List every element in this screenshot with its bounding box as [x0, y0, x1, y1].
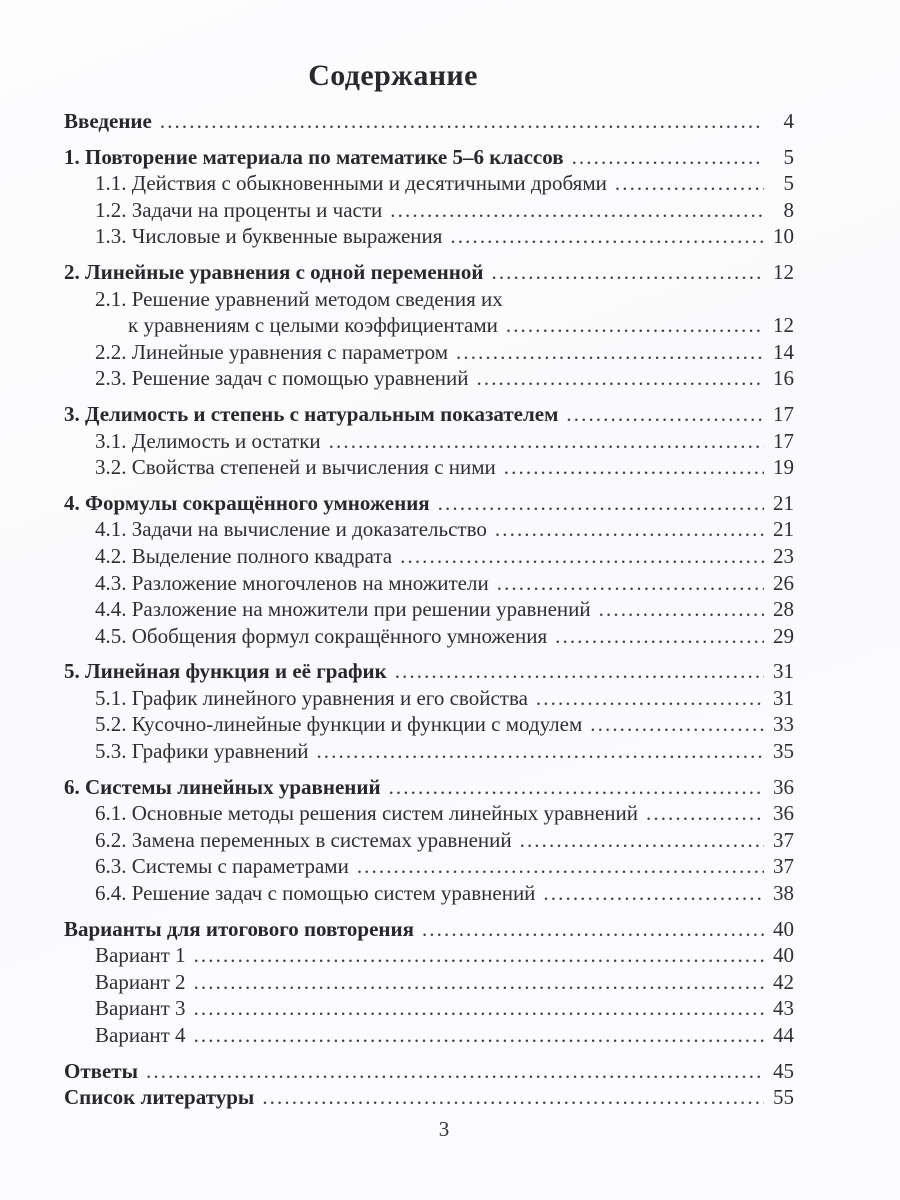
toc-entry-page: 36 [773, 801, 794, 826]
toc-entry [64, 428, 794, 455]
toc-dot-leader [491, 259, 764, 286]
toc-entry [64, 596, 794, 623]
toc-dot-leader [422, 916, 764, 943]
toc-entry-label: 2.3. Решение задач с помощью уравнений [95, 366, 469, 391]
toc-dot-leader [357, 853, 764, 880]
toc-entry-label: Вариант 3 [95, 996, 186, 1021]
toc-entry [64, 543, 794, 570]
toc-dot-leader [572, 144, 764, 171]
toc-dot-leader [329, 428, 764, 455]
toc-entry [64, 108, 794, 135]
toc-entry [64, 339, 794, 366]
toc-entry [64, 516, 794, 543]
toc-entry [64, 286, 794, 313]
toc-entry-page: 42 [773, 969, 794, 994]
toc-entry-page: 5 [783, 171, 794, 196]
toc-entry [64, 312, 794, 339]
toc-entry-label: 3.2. Свойства степеней и вычисления с ними [95, 455, 496, 480]
toc-entry [64, 880, 794, 907]
toc-entry-page: 37 [773, 854, 794, 879]
toc-entry-page: 17 [773, 428, 794, 453]
toc-entry [64, 916, 794, 943]
toc-entry-page: 12 [773, 313, 794, 338]
toc-entry-label: Варианты для итогового повторения [64, 916, 414, 941]
toc-entry-label: 2. Линейные уравнения с одной переменной [64, 259, 484, 284]
toc-entry-label: 4.2. Выделение полного квадрата [95, 543, 393, 568]
toc-entry [64, 711, 794, 738]
toc-entry-label: 6.1. Основные методы решения систем линейных уравнений [95, 801, 638, 826]
toc-entry-page: 31 [773, 685, 794, 710]
toc-entry [64, 1084, 794, 1111]
toc-dot-leader [504, 454, 764, 481]
toc-entry [64, 570, 794, 597]
toc-entry [64, 995, 794, 1022]
toc-dot-leader [400, 543, 764, 570]
toc-entry [64, 401, 794, 428]
toc-dot-leader [389, 774, 764, 801]
toc-dot-leader [194, 942, 764, 969]
toc-entry-page: 55 [773, 1085, 794, 1110]
toc-dot-leader [497, 570, 764, 597]
toc-entry-label: 1. Повторение материала по математике 5–6 классов [64, 144, 564, 169]
toc-entry-page: 44 [773, 1023, 794, 1047]
toc-entry-label: 4.5. Обобщения формул сокращённого умножения [95, 623, 548, 648]
toc-dot-leader [506, 312, 764, 339]
toc-entry [64, 738, 794, 765]
toc-entry-page: 8 [783, 197, 794, 222]
toc-entry-page: 10 [773, 224, 794, 249]
toc-entry-label: 6.4. Решение задач с помощью систем уравнений [95, 881, 536, 906]
toc-dot-leader [194, 1022, 764, 1049]
toc-entry-page: 31 [773, 659, 794, 684]
toc-entry-page: 28 [773, 597, 794, 622]
toc-entry-label: 2.2. Линейные уравнения с параметром [95, 339, 449, 364]
toc-entry-label: 5.3. Графики уравнений [95, 739, 309, 764]
toc-dot-leader [646, 800, 764, 827]
toc-entry-label: 4.3. Разложение многочленов на множители [95, 570, 489, 595]
toc-entry-label: 3. Делимость и степень с натуральным показателем [64, 401, 559, 426]
toc-entry-page: 19 [773, 455, 794, 480]
toc-entry-page: 12 [773, 259, 794, 284]
toc-list [64, 108, 794, 1111]
toc-entry-label: 5.2. Кусочно-линейные функции и функции с модулем [95, 712, 583, 737]
toc-entry [64, 197, 794, 224]
toc-entry-label: 2.1. Решение уравнений методом сведения их [95, 286, 503, 311]
toc-entry-label: Список литературы [64, 1085, 255, 1110]
toc-entry-page: 40 [773, 916, 794, 941]
toc-entry-label: 3.1. Делимость и остатки [95, 428, 321, 453]
toc-dot-leader [262, 1084, 764, 1111]
toc-entry-label: Вариант 2 [95, 969, 186, 994]
toc-entry-label: 4.4. Разложение на множители при решении уравнений [95, 597, 591, 622]
toc-entry-page: 37 [773, 827, 794, 852]
toc-entry [64, 144, 794, 171]
toc-entry-page: 16 [773, 366, 794, 391]
toc-dot-leader [194, 995, 764, 1022]
toc-dot-leader [146, 1058, 764, 1085]
toc-entry-page: 45 [773, 1058, 794, 1083]
toc-entry-page: 17 [773, 401, 794, 426]
toc-entry [64, 223, 794, 250]
toc-entry [64, 853, 794, 880]
toc-dot-leader [536, 685, 764, 712]
toc-dot-leader [456, 339, 764, 366]
toc-entry-label: 6. Системы линейных уравнений [64, 774, 381, 799]
toc-entry-label: 5.1. График линейного уравнения и его свойства [95, 685, 528, 710]
toc-dot-leader [495, 516, 764, 543]
toc-dot-leader [316, 738, 764, 765]
toc-entry [64, 170, 794, 197]
toc-entry-label: 6.3. Системы с параметрами [95, 854, 349, 879]
toc-dot-leader [555, 623, 764, 650]
toc-dot-leader [590, 711, 764, 738]
toc-dot-leader [438, 490, 764, 517]
toc-entry-page: 21 [773, 517, 794, 542]
toc-entry-page: 40 [773, 943, 794, 968]
toc-entry [64, 454, 794, 481]
toc-entry-page: 14 [773, 339, 794, 364]
toc-entry-page: 23 [773, 543, 794, 568]
toc-entry-page: 36 [773, 774, 794, 799]
toc-entry-label: 5. Линейная функция и её график [64, 659, 387, 684]
toc-dot-leader [160, 108, 764, 135]
toc-entry-page: 4 [783, 109, 794, 133]
toc-entry [64, 1022, 794, 1049]
toc-dot-leader [477, 365, 765, 392]
toc-entry-label: Вариант 4 [95, 1023, 186, 1047]
toc-dot-leader [395, 658, 764, 685]
toc-entry-label: 1.2. Задачи на проценты и части [95, 197, 383, 222]
toc-entry-label: 1.1. Действия с обыкновенными и десятичными дробями [95, 171, 607, 196]
toc-dot-leader [520, 827, 764, 854]
page-number: 3 [438, 1117, 450, 1141]
toc-entry-label: Введение [64, 109, 152, 133]
toc-dot-leader [450, 223, 764, 250]
toc-entry-page: 26 [773, 570, 794, 595]
toc-entry [64, 685, 794, 712]
toc-entry-page: 38 [773, 881, 794, 906]
toc-entry-page: 21 [773, 490, 794, 515]
toc-entry-label: 1.3. Числовые и буквенные выражения [95, 224, 443, 249]
toc-entry [64, 623, 794, 650]
toc-entry [64, 774, 794, 801]
toc-entry-label: Ответы [64, 1058, 139, 1083]
toc-entry-label: Вариант 1 [95, 943, 186, 968]
toc-entry-label: к уравнениям с целыми коэффициентами [128, 313, 498, 338]
toc-dot-leader [194, 969, 764, 996]
toc-dot-leader [390, 197, 764, 224]
toc-entry-label: 6.2. Замена переменных в системах уравнений [95, 827, 512, 852]
toc-entry-label: 4. Формулы сокращённого умножения [64, 490, 430, 515]
toc-entry [64, 969, 794, 996]
toc-entry [64, 490, 794, 517]
toc-entry [64, 658, 794, 685]
toc-entry-page: 29 [773, 623, 794, 648]
toc-entry-page: 5 [783, 144, 794, 169]
toc-entry-page: 43 [773, 996, 794, 1021]
toc-entry [64, 827, 794, 854]
toc-dot-leader [599, 596, 764, 623]
toc-entry [64, 259, 794, 286]
toc-entry [64, 800, 794, 827]
toc-entry [64, 1058, 794, 1085]
toc-entry [64, 365, 794, 392]
toc-dot-leader [566, 401, 764, 428]
toc-entry-page: 33 [773, 712, 794, 737]
toc-dot-leader [615, 170, 764, 197]
toc-entry-page: 35 [773, 739, 794, 764]
page-title: Содержание [308, 59, 478, 92]
toc-dot-leader [543, 880, 764, 907]
toc-entry-label: 4.1. Задачи на вычисление и доказательство [95, 517, 487, 542]
toc-entry [64, 942, 794, 969]
